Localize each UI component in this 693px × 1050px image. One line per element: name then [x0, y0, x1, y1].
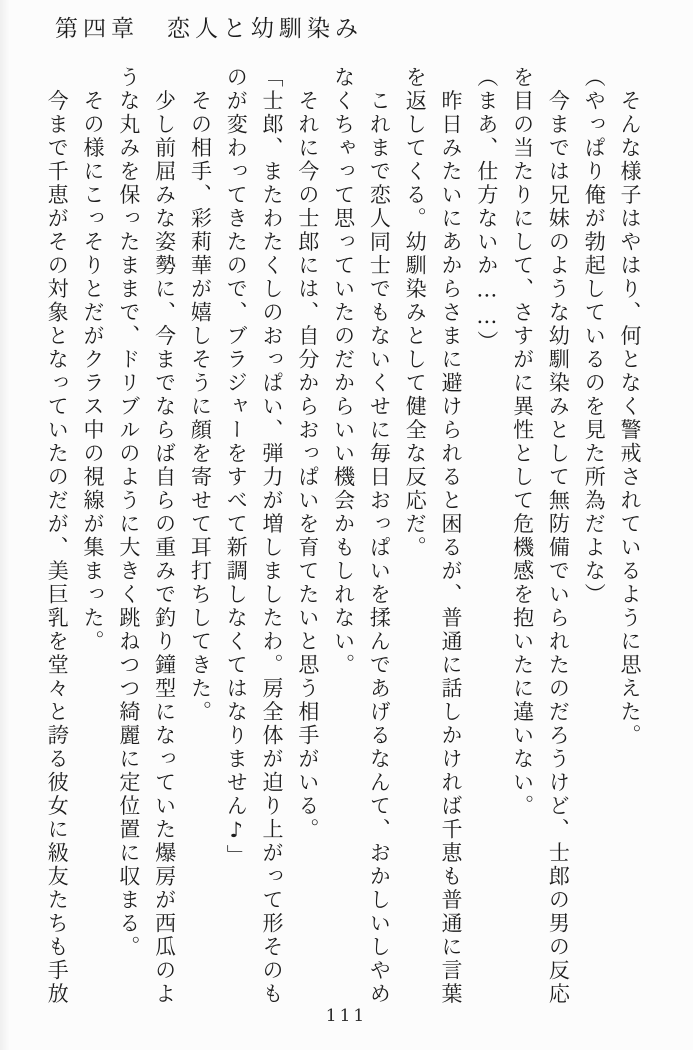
text-column: なくちゃって思っていたのだからいい機会かもしれない。 — [331, 66, 356, 677]
text-column: （まあ、仕方ないか……） — [474, 66, 499, 354]
text-column: うな丸みを保ったままで、ドリブルのように大きく跳ねつつ綺麗に定位置に収まる。 — [116, 66, 141, 959]
text-column: 今までは兄妹のような幼馴染みとして無防備でいられたのだろうけど、士郎の男の反応 — [546, 66, 571, 1006]
text-column: これまで恋人同士でもないくせに毎日おっぱいを揉んであげるなんて、おかしいしやめ — [367, 66, 392, 1006]
text-column: その相手、彩莉華が嬉しそうに顔を寄せて耳打ちしてきた。 — [188, 66, 213, 724]
text-column: （やっぱり俺が勃起しているのを見た所為だよな） — [582, 66, 607, 607]
text-column: その様にこっそりとだがクラス中の視線が集まった。 — [81, 66, 106, 654]
text-column: それに今の士郎には、自分からおっぱいを育てたいと思う相手がいる。 — [295, 66, 320, 842]
text-column: を返してくる。幼馴染みとして健全な反応だ。 — [403, 66, 428, 560]
vertical-text-body — [38, 66, 647, 1016]
page-number: 111 — [325, 1006, 368, 1026]
text-column: を目の当たりにして、さすがに異性として危機感を抱いたに違いない。 — [510, 66, 535, 818]
text-column: 今まで千恵がその対象となっていたのだが、美巨乳を堂々と誇る彼女に級友たちも手放 — [45, 66, 70, 1006]
chapter-header: 第四章 恋人と幼馴染み — [55, 16, 363, 42]
text-column: 「士郎、またわたくしのおっぱい、弾力が増しましたわ。房全体が迫り上がって形そのも — [260, 66, 285, 1006]
scan-edge-shading — [0, 0, 10, 1050]
text-column: のが変わってきたので、ブラジャーをすべて新調しなくてはなりません♪」 — [224, 66, 249, 868]
text-column: 少し前屈みな姿勢に、今までならば自らの重みで釣り鐘型になっていた爆房が西瓜のよ — [152, 66, 177, 1006]
text-column: 昨日みたいにあからさまに避けられると困るが、普通に話しかければ千恵も普通に言葉 — [439, 66, 464, 1006]
text-column: そんな様子はやはり、何となく警戒されているように思えた。 — [618, 66, 642, 748]
